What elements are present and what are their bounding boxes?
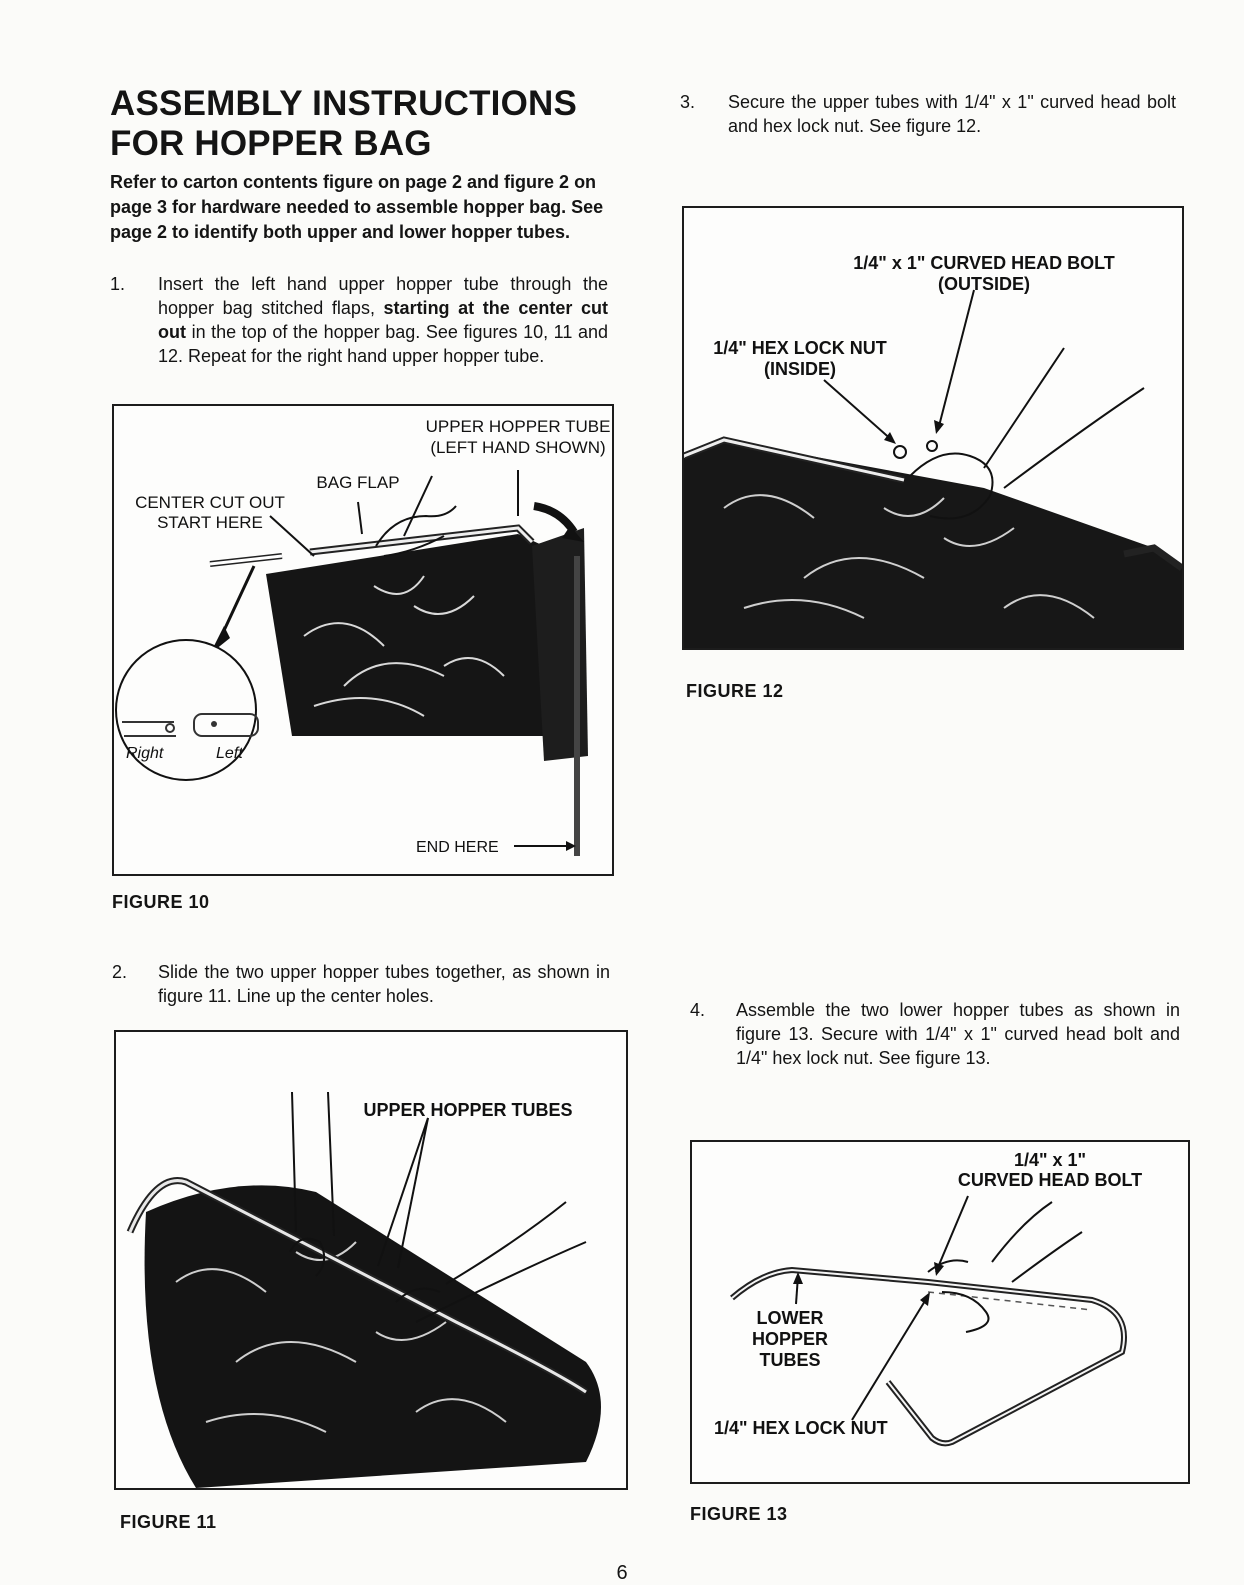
figure-13-illustration: [692, 1142, 1188, 1482]
fig11-label-upper-tubes: UPPER HOPPER TUBES: [363, 1100, 573, 1120]
step-1-text-b: in the top of the hopper bag. See figures 10, 11 and 12. Repeat for the right hand upper hopper tube.: [158, 322, 608, 366]
step-2: [112, 960, 610, 1010]
step-4-number: 4.: [690, 1000, 706, 1020]
page-number: 6: [616, 1562, 628, 1584]
step-1-text-a: Insert the left hand upper hopper tube through the hopper bag stitched flaps,: [158, 274, 608, 318]
step-1-text: [158, 272, 608, 368]
step-4-text: Assemble the two lower hopper tubes as shown in figure 13. Secure with 1/4" x 1" curved head bolt and 1/4" hex lock nut. See figure 13.: [736, 1000, 1180, 1068]
figure-13: [690, 1140, 1190, 1484]
step-3-number: 3.: [680, 92, 696, 112]
step-3: [680, 90, 1176, 164]
figure-11: [114, 1030, 628, 1490]
fig12-label-nut-2: (INSIDE): [764, 359, 836, 379]
intro-paragraph: Refer to carton contents figure on page 2 and figure 2 on page 3 for hardware needed to assemble hopper bag. See page 2 to identify both upper and lower hopper tubes.: [110, 172, 604, 242]
fig10-label-end-here: END HERE: [416, 839, 499, 856]
fig10-label-upper-tube-2: (LEFT HAND SHOWN): [430, 438, 606, 457]
step-1: [110, 272, 610, 396]
fig13-label-lower-1: LOWER: [756, 1308, 824, 1328]
fig10-label-right: Right: [126, 745, 164, 762]
page-title: [110, 84, 630, 164]
fig12-label-bolt-2: (OUTSIDE): [938, 274, 1030, 294]
page-title-line-2: FOR HOPPER BAG: [110, 124, 432, 163]
fig13-label-lower-2: HOPPER: [751, 1329, 829, 1349]
figure-10-illustration: [114, 406, 612, 874]
figure-10-caption: FIGURE 10: [112, 892, 210, 912]
figure-11-illustration: [116, 1032, 626, 1488]
step-1-text-bold: starting at the center cut out: [158, 298, 608, 342]
figure-12-illustration: [684, 208, 1182, 648]
step-1-number: 1.: [110, 274, 126, 294]
fig13-label-bolt-1: 1/4" x 1": [1013, 1150, 1087, 1170]
fig10-label-center-1: CENTER CUT OUT: [135, 493, 285, 512]
fig10-label-upper-tube-1: UPPER HOPPER TUBE: [425, 417, 611, 436]
figure-11-caption: FIGURE 11: [120, 1512, 217, 1532]
step-2-text: Slide the two upper hopper tubes together, as shown in figure 11. Line up the center holes.: [158, 962, 610, 1006]
fig12-label-bolt-1: 1/4" x 1" CURVED HEAD BOLT: [853, 253, 1115, 273]
fig10-label-center-2: START HERE: [157, 513, 263, 532]
fig13-label-bolt-2: CURVED HEAD BOLT: [957, 1170, 1143, 1190]
figure-10: [112, 404, 614, 876]
step-4: [690, 998, 1180, 1098]
fig10-label-left: Left: [216, 745, 243, 762]
figure-12-caption: FIGURE 12: [686, 681, 784, 701]
page-title-line-1: ASSEMBLY INSTRUCTIONS: [110, 84, 578, 123]
fig13-label-nut: 1/4" HEX LOCK NUT: [714, 1418, 888, 1438]
step-2-number: 2.: [112, 962, 128, 982]
figure-13-caption: FIGURE 13: [690, 1504, 788, 1524]
fig13-label-lower-3: TUBES: [759, 1350, 821, 1370]
fig10-label-bag-flap: BAG FLAP: [316, 473, 400, 492]
step-3-text: Secure the upper tubes with 1/4" x 1" curved head bolt and hex lock nut. See figure 12.: [728, 92, 1176, 136]
fig12-label-nut-1: 1/4" HEX LOCK NUT: [713, 338, 887, 358]
figure-12: [682, 206, 1184, 650]
